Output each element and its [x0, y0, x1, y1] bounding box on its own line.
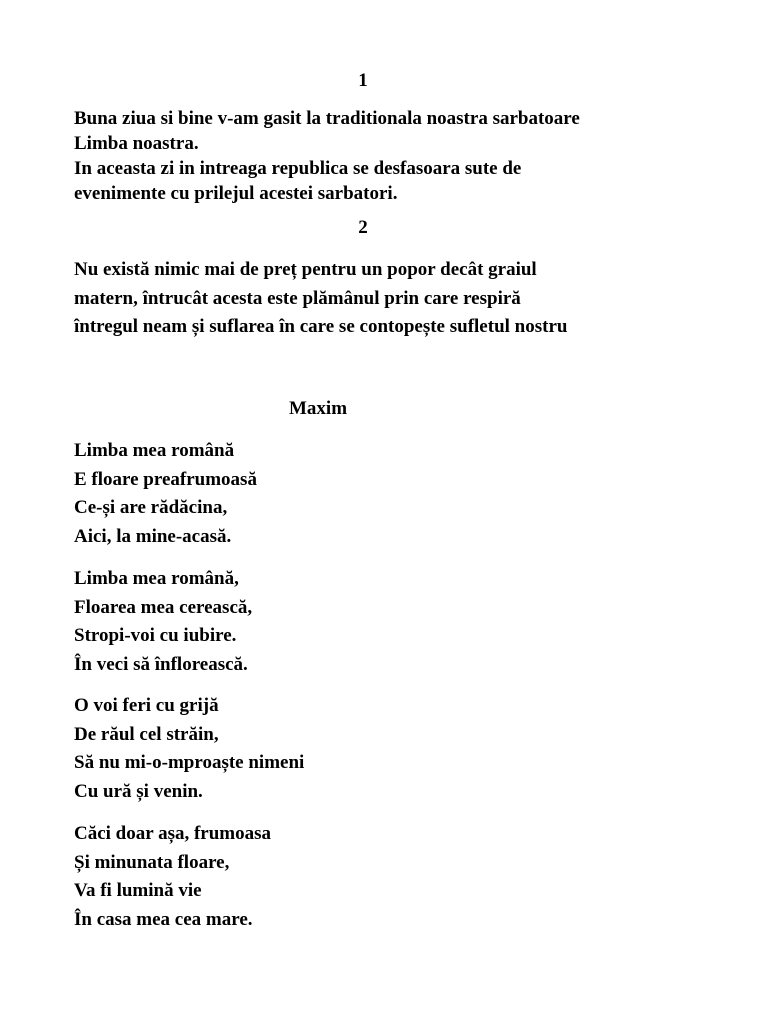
poem-line: Floarea mea cerească, — [74, 596, 253, 618]
paragraph-line: Nu există nimic mai de preț pentru un popor decât graiul — [74, 259, 537, 280]
poem-line: O voi feri cu grijă — [74, 695, 219, 716]
poem-line: Stropi-voi cu iubire. — [74, 625, 237, 647]
poem-line: Aici, la mine-acasă. — [74, 525, 232, 547]
poem-line: Să nu mi-o-mproaște nimeni — [74, 752, 305, 774]
poem-line: Și minunata floare, — [74, 851, 230, 873]
poem-line: În casa mea cea mare. — [74, 908, 253, 930]
paragraph-line: In aceasta zi in intreaga republica se desfasoara sute de — [74, 158, 522, 179]
paragraph-line: matern, întrucât acesta este plămânul prin care respiră — [74, 287, 521, 309]
poem-line: Căci doar așa, frumoasa — [74, 823, 272, 844]
poem-line: Cu ură și venin. — [74, 780, 203, 802]
section-number-1: 1 — [358, 70, 368, 91]
section-1-paragraph — [74, 106, 724, 206]
poem-line: În veci să înflorească. — [74, 653, 248, 675]
paragraph-line: Limba noastra. — [74, 133, 199, 154]
poem-line: Limba mea română, — [74, 568, 239, 589]
poem-line: Limba mea română — [74, 440, 235, 461]
poem-stanza-3 — [74, 692, 474, 806]
poem-stanza-1 — [74, 437, 474, 551]
paragraph-line: Buna ziua si bine v-am gasit la traditionala noastra sarbatoare — [74, 108, 580, 129]
paragraph-line: evenimente cu prilejul acestei sarbatori. — [74, 183, 398, 204]
section-number-2: 2 — [358, 217, 368, 238]
section-2-paragraph — [74, 256, 724, 342]
poem-line: Ce-și are rădăcina, — [74, 497, 228, 519]
poem-line: E floare preafrumoasă — [74, 468, 257, 490]
poem-stanza-2 — [74, 565, 474, 679]
poem-line: De răul cel străin, — [74, 723, 219, 745]
poem-stanza-4 — [74, 820, 474, 934]
poem-line: Va fi lumină vie — [74, 880, 202, 902]
paragraph-line: întregul neam și suflarea în care se contopește sufletul nostru — [74, 316, 568, 337]
poem-author: Maxim — [289, 398, 348, 419]
